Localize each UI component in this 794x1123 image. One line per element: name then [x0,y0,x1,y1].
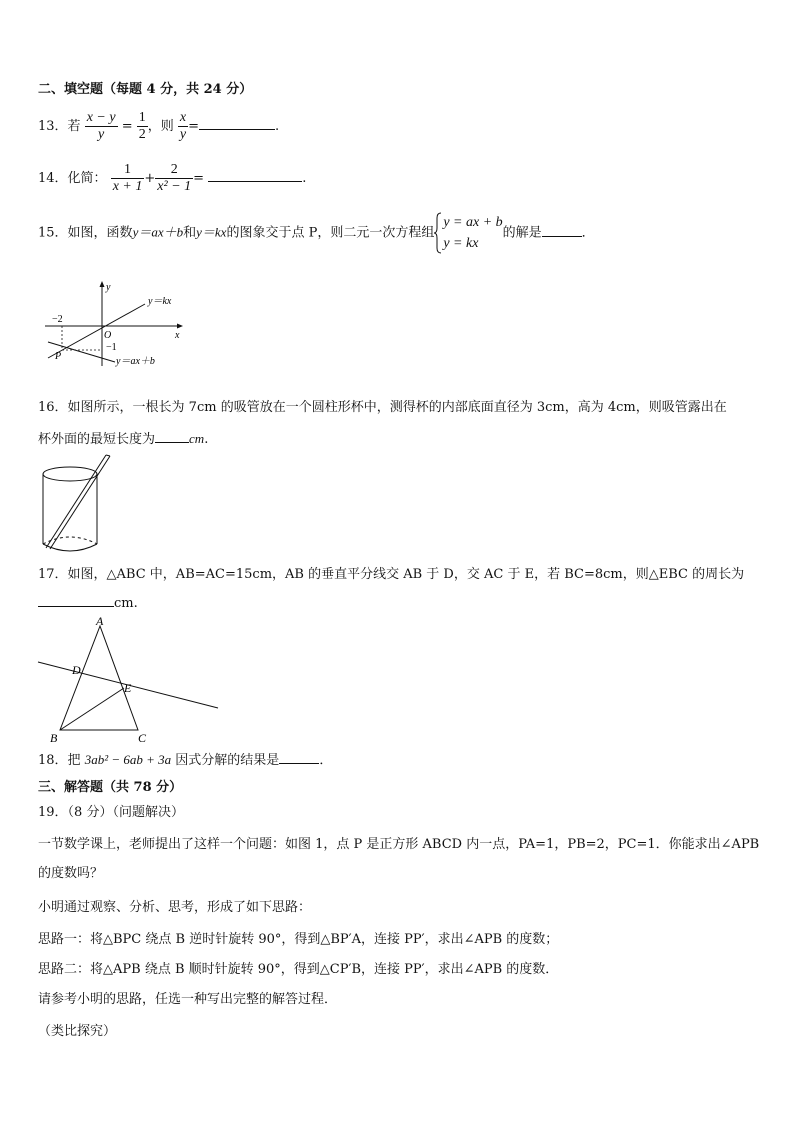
q13-mid: ，则 [147,119,174,134]
question-number: 17． [38,567,68,582]
question-17-line-2 [38,594,138,611]
tick-label-neg2: −2 [52,314,63,325]
q14-prefix: 化简： [67,171,107,186]
triangle-abc-figure [36,612,226,744]
plus-sign: + [144,171,156,186]
fraction-denominator: y [179,127,187,142]
segment-be [60,688,124,730]
answer-blank[interactable] [155,430,189,443]
question-19-paragraph-1b: 的度数吗？ [38,866,104,881]
q15-text-2: 的图象交于点 P，则二元一次方程组 [226,225,435,241]
q15-text-3: 的解是 [502,225,542,241]
straw-top [106,455,110,456]
q18-text: 因式分解的结果是 [175,753,280,768]
brace-icon [434,212,442,254]
fraction-denominator: y [98,127,105,142]
q15-end: ． [581,225,595,241]
question-13 [38,110,279,143]
x-axis-arrow-icon [177,324,183,329]
fraction-denominator: 2 [138,127,146,142]
question-19-idea-1: 思路一：将△BPC 绕点 B 逆时针旋转 90°，得到△BP′A，连接 PP′，求出∠APB 的度数； [38,932,559,947]
q17-unit: cm. [114,596,138,611]
q14-end: . [302,171,307,186]
line-kx-label: y＝kx [148,296,172,307]
q15-function-graph [40,278,210,370]
q13-tail: = [188,119,200,134]
line-axb-label: y＝ax＋b [116,356,155,367]
q14-fraction-2 [155,162,193,195]
cylinder-cup-figure [40,452,115,557]
question-number: 13． [38,119,68,134]
question-19-header: 19．（8 分）（问题解决） [38,805,184,820]
question-19-idea-2: 思路二：将△APB 绕点 B 顺时针旋转 90°，得到△CP′B，连接 PP′，求出∠APB 的度数． [38,962,559,977]
point-label-d: D [72,663,81,677]
q18-prefix: 把 [67,753,81,768]
question-number: 16． [38,400,68,415]
question-15 [38,212,595,254]
equation-line-2: y = kx [443,236,479,251]
equals-sign: = [121,119,133,134]
q13-prefix: 若 [67,119,81,134]
question-number: 18． [38,753,68,768]
q15-text: 如图，函数 [67,225,133,241]
y-axis-arrow-icon [100,281,105,287]
equation-system [434,212,502,254]
equals-sign: = [193,171,205,186]
fraction-numerator: 2 [155,162,193,179]
vertex-label-c: C [138,731,147,744]
vertex-label-b: B [50,731,58,744]
equation-line-1: y = ax + b [443,215,503,230]
question-16-line-1 [38,396,727,415]
axis-label-y: y [106,282,111,293]
answer-blank[interactable] [38,594,114,607]
point-label-e: E [124,681,132,695]
q13-fraction-3 [178,110,188,143]
fraction-denominator: x² − 1 [157,179,192,194]
question-number: 14． [38,171,68,186]
fraction-numerator: 1 [138,110,146,125]
vertex-label-a: A [96,614,104,628]
fraction-numerator: x − y [86,110,116,125]
q18-expression: 3ab² − 6ab + 3a [84,752,172,767]
cup-top-ellipse [43,467,97,481]
question-17-line-1 [38,563,744,582]
q17-text: 如图，△ABC 中，AB=AC=15cm，AB 的垂直平分线交 AB 于 D，交 AC 于 E，若 BC=8cm，则△EBC 的周长为 [67,567,745,582]
point-p-label: P [55,351,62,362]
axis-label-x: x [175,330,180,341]
question-18 [38,749,332,768]
q18-end: ． [319,753,333,768]
answer-blank[interactable] [208,169,302,182]
section-title-fill-in: 二、填空题（每题 4 分，共 24 分） [38,82,253,97]
fraction-numerator: 1 [111,162,145,179]
question-19-instruction: 请参考小明的思路，任选一种写出完整的解答过程． [38,992,338,1007]
q14-fraction-1 [111,162,145,195]
q15-function-2: y＝kx [196,224,227,240]
q15-function-1: y＝ax＋b [132,224,184,240]
tick-label-neg1: −1 [106,342,117,353]
question-19-paragraph-2: 小明通过观察、分析、思考，形成了如下思路： [38,900,312,915]
question-14 [38,162,306,195]
q15-and: 和 [183,225,197,241]
q16-end: . [204,432,209,447]
answer-blank[interactable] [199,117,275,130]
answer-blank[interactable] [542,224,582,237]
q16-text: 如图所示，一根长为 7cm 的吸管放在一个圆柱形杯中，测得杯的内部底面直径为 3cm，高为 4cm，则吸管露出在 [67,400,727,415]
q16-unit: cm [189,431,205,446]
section-title-solve: 三、解答题（共 78 分） [38,780,183,795]
fraction-denominator: x + 1 [112,179,143,194]
q16-text-2: 杯外面的最短长度为 [38,432,156,447]
question-16-line-2 [38,428,208,447]
origin-label: O [104,330,112,341]
q13-fraction-2 [137,110,148,143]
fraction-numerator: x [179,110,187,125]
q13-end: . [275,119,280,134]
question-19-paragraph-1: 一节数学课上，老师提出了这样一个问题：如图 1，点 P 是正方形 ABCD 内一点，PA=1，PB=2，PC=1．你能求出∠APB [38,837,760,852]
q13-fraction-1 [85,110,118,143]
answer-blank[interactable] [279,751,319,764]
question-number: 15． [38,225,68,241]
straw-line-2 [50,456,110,549]
question-19-analogy-heading: （类比探究） [38,1024,117,1039]
